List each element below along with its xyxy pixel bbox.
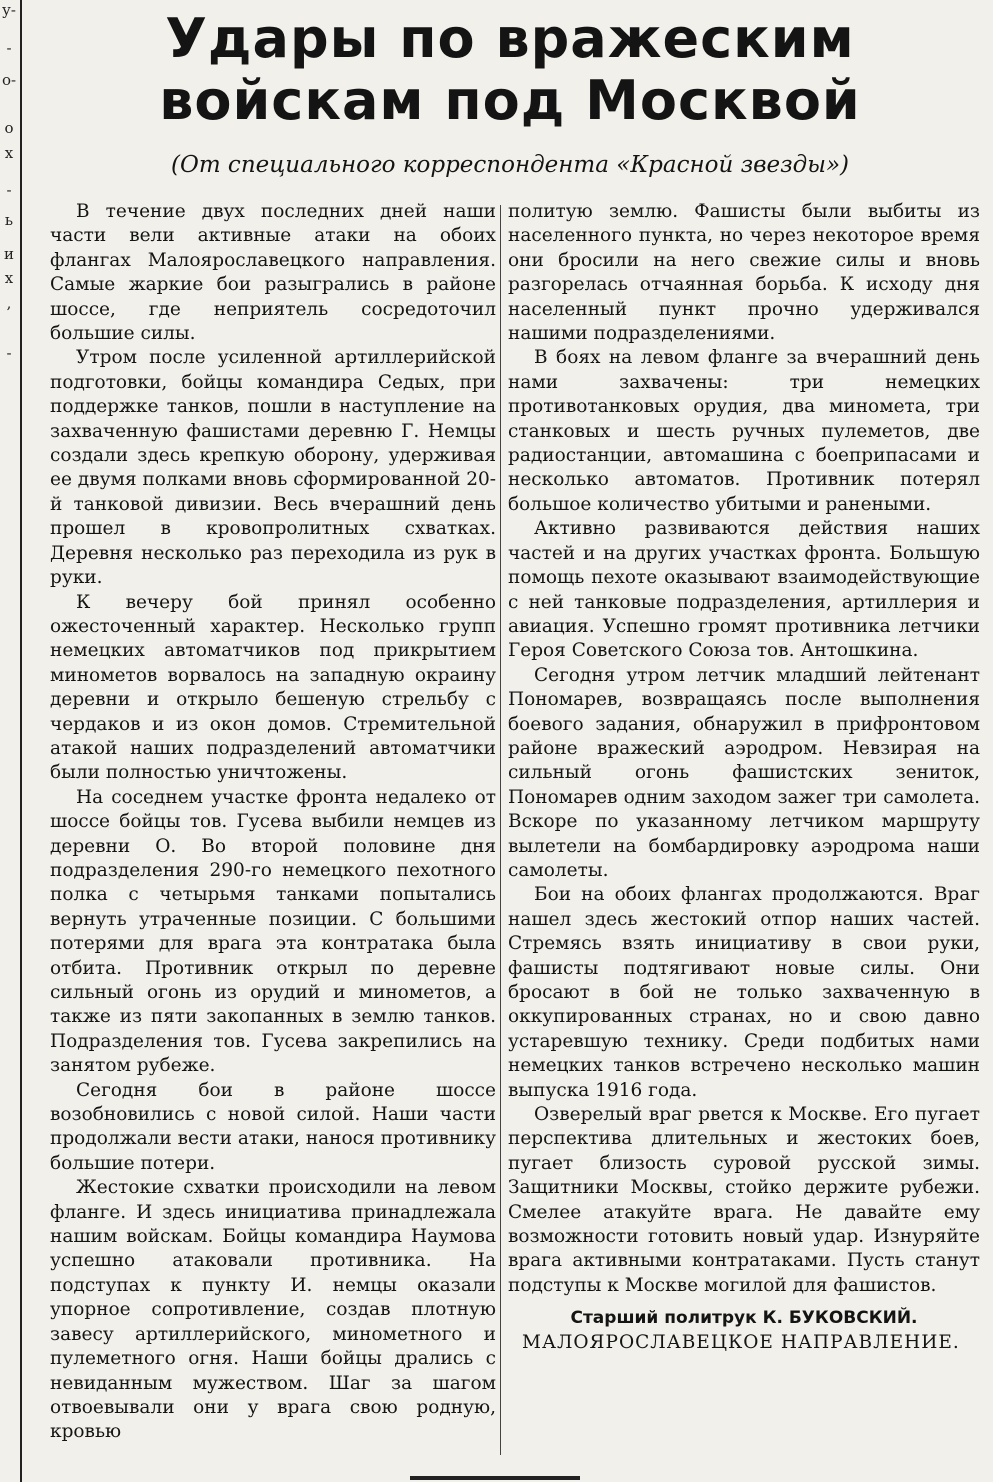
article-paragraph: Сегодня утром летчик младший лейтенант Пономарев, возвращаясь после выполнения боевого задания, обнаружил в прифронтовом районе вражеский аэродром. Невзирая на сильный огонь фашистских зениток, Пономарев одним заходом зажег три самолета. Вскоре по указанному летчиком маршруту вылетели на бомбардировку аэродрома наши самолеты.	[508, 664, 980, 881]
article-column-left	[50, 200, 496, 1445]
column-divider	[500, 205, 501, 1455]
article-paragraph-continuation: политую землю. Фашисты были выбиты из населенного пункта, но через некоторое время они бросили на него свежие силы и вновь разгорелась отчаянная борьба. К исходу дня населенный пункт прочно удерживался нашими подразделениями.	[508, 201, 980, 345]
margin-fragment: ь	[4, 211, 14, 229]
margin-fragment: у-	[2, 1, 16, 19]
left-margin-strip	[0, 0, 22, 1482]
article-paragraph: К вечеру бой принял особенно ожесточенный характер. Несколько групп немецких автоматчиков под прикрытием минометов ворвалось на западную окраину деревни и открыло бешеную стрельбу с чердаков и из окон домов. Стремительной атакой наших подразделений автоматчики были полностью уничтожены.	[50, 591, 496, 784]
article-paragraph: Бои на обоих флангах продолжаются. Враг нашел здесь жестокий отпор наших частей. Стремясь взять инициативу в свои руки, фашисты подтягивают новые силы. Они бросают в бой не только захваченную в оккупированных странах, но и свою давно устаревшую технику. Среди подбитых нами немецких танков встречено несколько машин выпуска 1916 года.	[508, 884, 980, 1101]
article-column-right	[508, 200, 980, 1355]
article-paragraph: На соседнем участке фронта недалеко от шоссе бойцы тов. Гусева выбили немцев из деревни О. Во второй половине дня подразделения 290-го немецкого пехотного полка с четырьмя танками попытались вернуть утраченные позиции. С большими потерями для врага эта контратака была отбита. Противник открыл по деревне сильный огонь из орудий и минометов, а также из пяти закопанных в землю танков. Подразделения тов. Гусева закрепились на занятом рубеже.	[50, 786, 496, 1077]
margin-fragment: -	[6, 181, 12, 199]
article-headline: Удары по вражеским войскам под Москвой	[159, 7, 861, 132]
dateline-direction: МАЛОЯРОСЛАВЕЦКОЕ НАПРАВЛЕНИЕ.	[522, 1331, 960, 1353]
article-paragraph: Озверелый враг рвется к Москве. Его пугает перспектива длительных и жестоких боев, пугает близость суровой русской зимы. Защитники Москвы, стойко держите рубежи. Смелее атакуйте врага. Не давайте ему возможности готовить новый удар. Изнуряйте врага активными контратаками. Пусть станут подступы к Москве могилой для фашистов.	[508, 1104, 980, 1296]
margin-fragment: ,	[6, 294, 12, 312]
article-paragraph: В течение двух последних дней наши части вели активные атаки на обоих флангах Малоярославецкого направления. Самые жаркие бои разыгрались в районе шоссе, где неприятель сосредоточил большие силы.	[50, 201, 496, 345]
article-paragraph: Сегодня бои в районе шоссе возобновились с новой силой. Наши части продолжали вести атаки, нанося противнику большие потери.	[50, 1079, 496, 1174]
article-paragraph: Жестокие схватки происходили на левом фланге. И здесь инициатива принадлежала нашим войскам. Бойцы командира Наумова успешно атаковали противника. На подступах к пункту И. немцы оказали упорное сопротивление, создав плотную завесу артиллерийского, минометного и пулеметного огня. Наши бойцы дрались с невиданным мужеством. Шаг за шагом отвоевывали они у врага свою родную, кровью	[50, 1177, 496, 1443]
margin-fragment: -	[6, 39, 12, 57]
article-paragraph: Активно развиваются действия наших частей и на других участках фронта. Большую помощь пехоте оказывают взаимодействующие с ней танковые подразделения, артиллерия и авиация. Успешно громят противника летчики Героя Советского Союза тов. Антошкина.	[508, 518, 980, 662]
bottom-rule	[410, 1476, 580, 1480]
margin-fragment: -	[6, 344, 12, 362]
margin-fragment: х	[4, 269, 14, 287]
margin-fragment: о	[4, 119, 14, 137]
article-subheadline: (От специального корреспондента «Красной звезды»)	[170, 152, 850, 178]
margin-fragment: х	[4, 144, 14, 162]
article-paragraph: Утром после усиленной артиллерийской подготовки, бойцы командира Седых, при поддержке танков, пошли в наступление на захваченную фашистами деревню Г. Немцы создали здесь крепкую оборону, удерживая ее двумя полками вновь сформированной 20-й танковой дивизии. Весь вчерашний день прошел в кровопролитных схватках. Деревня несколько раз переходила из рук в руки.	[50, 347, 496, 589]
margin-fragment: и	[4, 245, 14, 263]
margin-fragment: о-	[2, 71, 17, 89]
author-signature: Старший политрук К. БУКОВСКИЙ.	[570, 1308, 918, 1329]
article-paragraph: В боях на левом фланге за вчерашний день нами захвачены: три немецких противотанковых орудия, два миномета, три станковых и шесть ручных пулеметов, две радиостанции, автомашина с боеприпасами и несколько автоматов. Противник потерял большое количество убитыми и ранеными.	[508, 347, 980, 515]
